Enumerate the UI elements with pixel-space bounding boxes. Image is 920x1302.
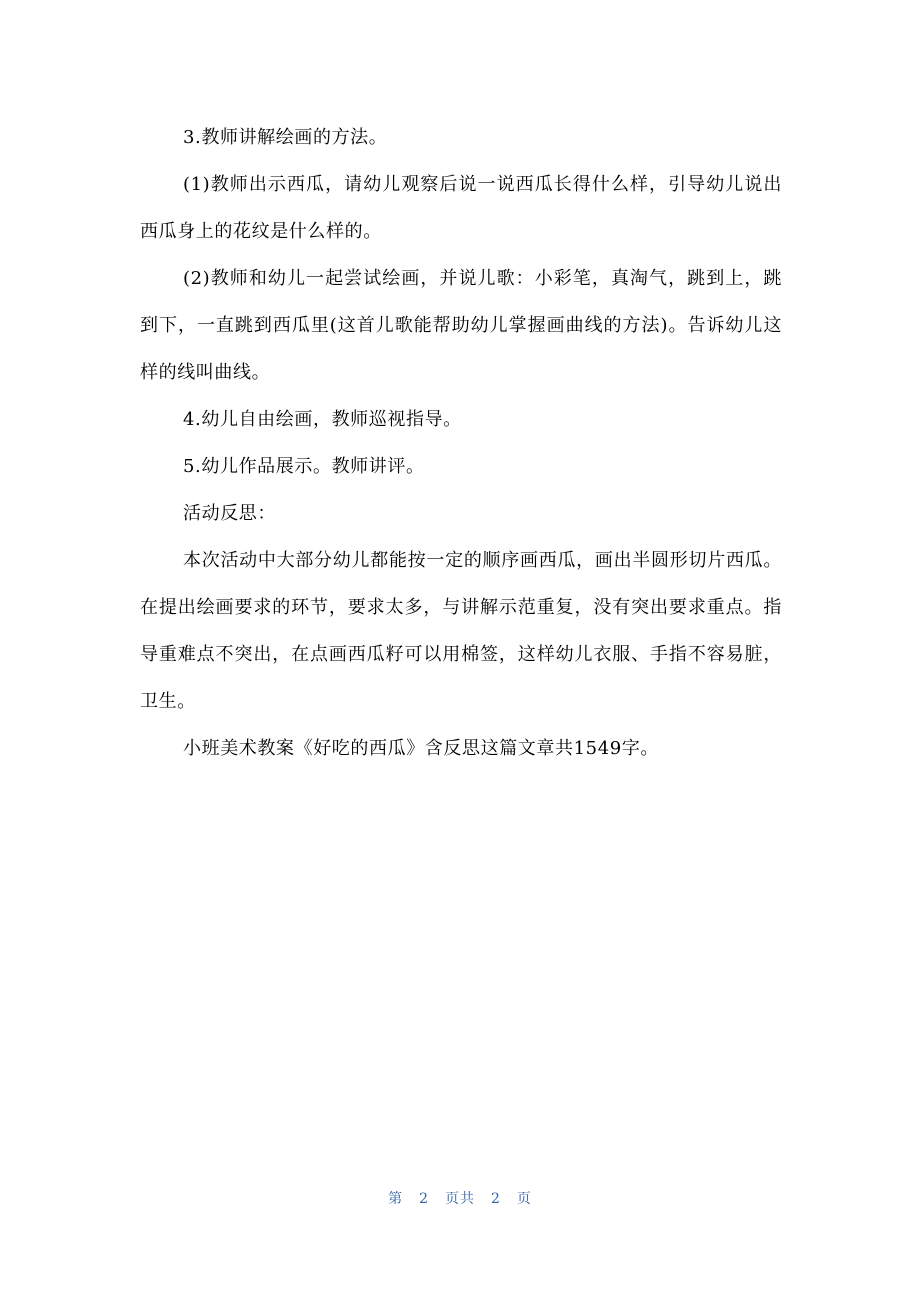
paragraph-step-5: 5.幼儿作品展示。教师讲评。 <box>183 456 425 477</box>
footer-prefix: 第 <box>388 1191 404 1207</box>
document-body <box>140 114 782 772</box>
paragraph-step-4: 4.幼儿自由绘画，教师巡视指导。 <box>183 409 462 430</box>
section-heading-reflection: 活动反思： <box>183 503 276 524</box>
paragraph-word-count: 小班美术教案《好吃的西瓜》含反思这篇文章共1549字。 <box>183 738 660 759</box>
footer-suffix: 页 <box>516 1191 532 1207</box>
paragraph-reflection: 本次活动中大部分幼儿都能按一定的顺序画西瓜，画出半圆形切片西瓜。在提出绘画要求的环节，要求太多，与讲解示范重复，没有突出要求重点。指导重难点不突出，在点画西瓜籽可以用棉签，这样幼儿衣服、手指不容易脏，卫生。 <box>140 550 782 712</box>
footer-middle: 页共 <box>445 1191 475 1207</box>
footer-current-page: 2 <box>419 1191 429 1207</box>
paragraph-step-3-1: (1)教师出示西瓜，请幼儿观察后说一说西瓜长得什么样，引导幼儿说出西瓜身上的花纹是什么样的。 <box>140 174 782 242</box>
paragraph-step-3: 3.教师讲解绘画的方法。 <box>183 127 388 148</box>
footer-total-pages: 2 <box>491 1191 501 1207</box>
page-footer <box>0 1188 920 1208</box>
paragraph-step-3-2: (2)教师和幼儿一起尝试绘画，并说儿歌：小彩笔，真淘气，跳到上，跳到下，一直跳到西瓜里(这首儿歌能帮助幼儿掌握画曲线的方法)。告诉幼儿这样的线叫曲线。 <box>140 268 782 383</box>
